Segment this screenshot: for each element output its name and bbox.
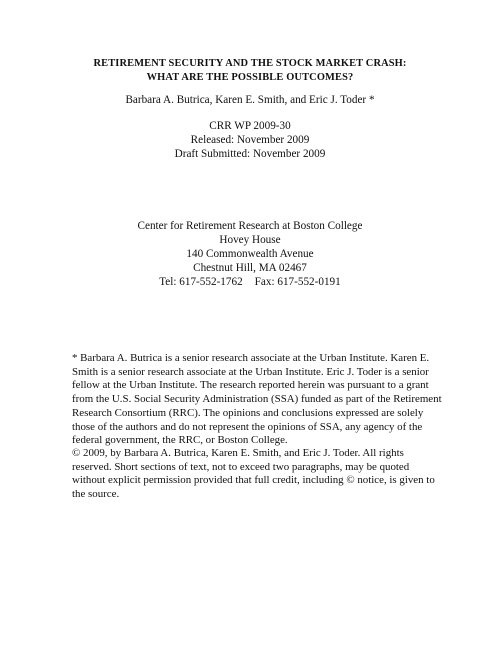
title-line-2: WHAT ARE THE POSSIBLE OUTCOMES?	[146, 71, 354, 83]
copyright-notice	[72, 447, 437, 502]
institution-address	[100, 219, 400, 289]
release-date: Released: November 2009	[190, 134, 310, 146]
working-paper-info	[100, 119, 400, 161]
draft-date: Draft Submitted: November 2009	[174, 148, 326, 160]
footnote-line: Research Consortium (RRC). The opinions and conclusions expressed are solely	[72, 406, 424, 419]
institution-name: Center for Retirement Research at Boston College	[137, 220, 363, 232]
copyright-line: reserved. Short sections of text, not to exceed two paragraphs, may be quoted	[72, 460, 410, 473]
footnote-line: fellow at the Urban Institute. The research reported herein was pursuant to a grant	[72, 379, 429, 392]
institution-contact	[100, 275, 400, 289]
copyright-line: without explicit permission provided that full credit, including © notice, is given to	[72, 474, 435, 487]
footnote-line: * Barbara A. Butrica is a senior research associate at the Urban Institute. Karen E.	[72, 352, 430, 364]
author-list: Barbara A. Butrica, Karen E. Smith, and Eric J. Toder *	[125, 94, 375, 106]
footnote-line: federal government, the RRC, or Boston College.	[72, 434, 288, 447]
copyright-line: © 2009, by Barbara A. Butrica, Karen E. Smith, and Eric J. Toder. All rights	[72, 447, 404, 459]
telephone-number: Tel: 617-552-1762	[159, 276, 243, 288]
institution-city: Chestnut Hill, MA 02467	[193, 262, 307, 274]
footnote-line: Smith is a senior research associate at the Urban Institute. Eric J. Toder is a senior	[72, 365, 429, 378]
institution-building: Hovey House	[219, 234, 281, 246]
title-line-1: RETIREMENT SECURITY AND THE STOCK MARKET CRASH:	[93, 58, 407, 69]
institution-street: 140 Commonwealth Avenue	[186, 248, 314, 260]
footnote-line: from the U.S. Social Security Administration (SSA) funded as part of the Retirement	[72, 393, 442, 406]
copyright-line: the source.	[72, 488, 120, 501]
working-paper-number: CRR WP 2009-30	[209, 120, 291, 132]
fax-number: Fax: 617-552-0191	[254, 276, 341, 288]
author-footnote	[72, 352, 442, 448]
paper-title	[60, 57, 440, 84]
footnote-line: those of the authors and do not represent the opinions of SSA, any agency of the	[72, 420, 423, 433]
